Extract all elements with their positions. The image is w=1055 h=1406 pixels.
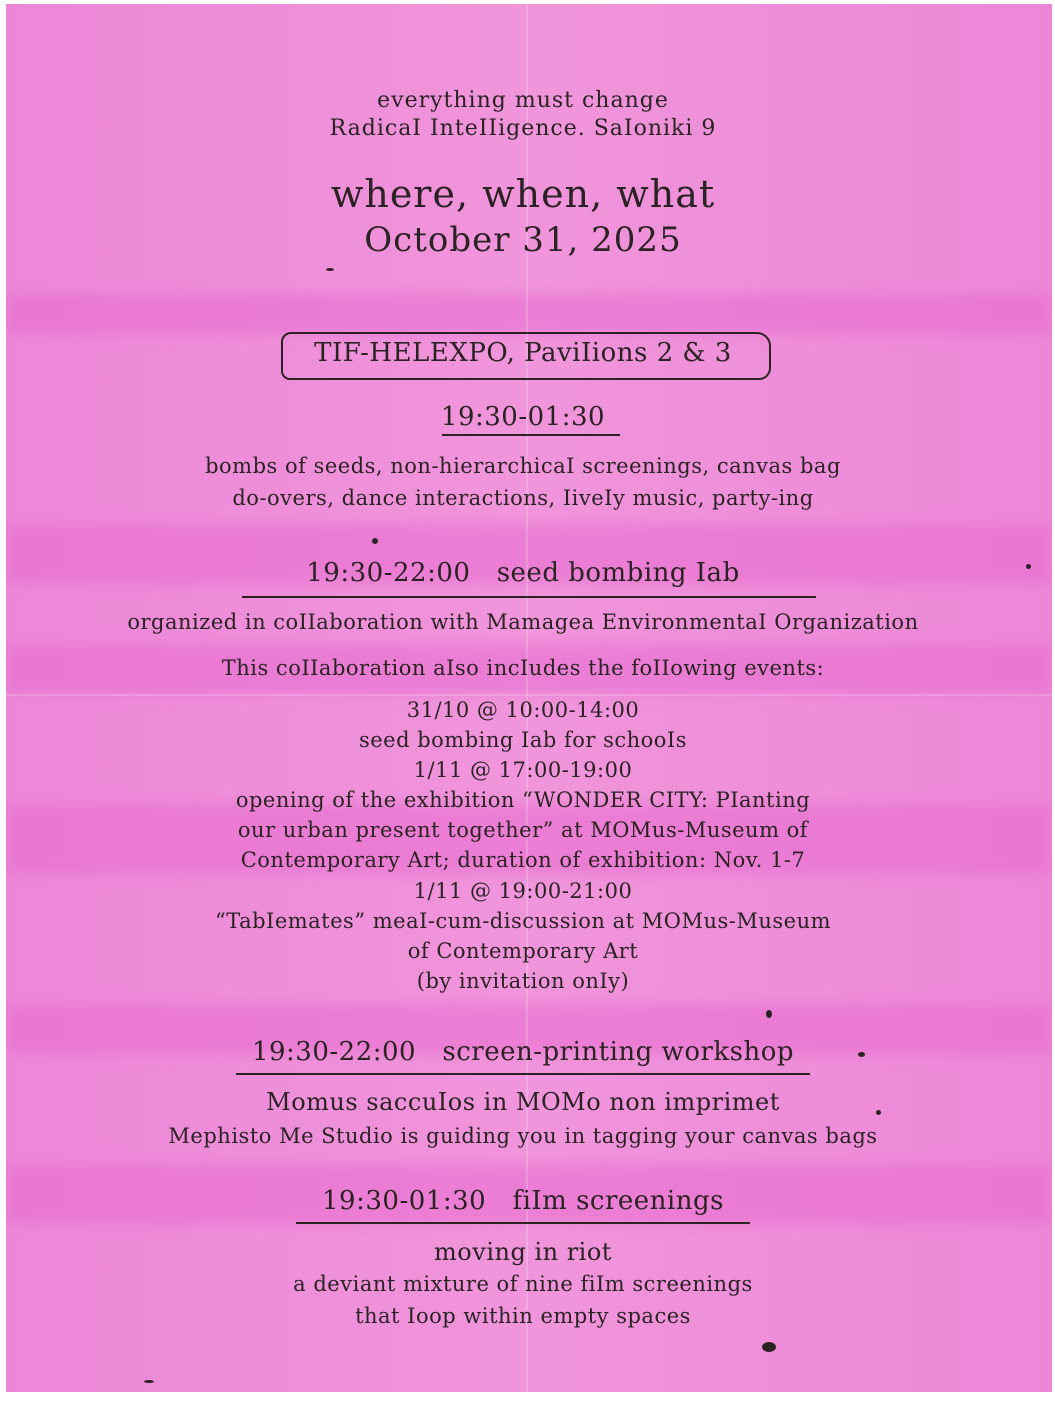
seed-bombing-organized: organized in coIIaboration with Mamagea EnvironmentaI Organization (127, 610, 919, 634)
film-title: fiIm screenings (512, 1186, 724, 1216)
divider (242, 596, 816, 598)
paint-streak (6, 294, 1052, 334)
event-date: October 31, 2025 (364, 220, 682, 260)
section-heading-seed-bombing (0, 558, 1046, 588)
event-line: 31/10 @ 10:00-14:00 (406, 698, 640, 722)
ink-speck (876, 1110, 881, 1115)
ink-speck (858, 1052, 865, 1057)
paper-fold (6, 694, 1052, 696)
event-line: “TabIemates” meaI-cum-discussion at MOMus-Museum (214, 909, 832, 933)
section-heading-film (0, 1186, 1046, 1216)
divider (236, 1073, 810, 1075)
section-heading-screen-printing (0, 1037, 1046, 1067)
ink-speck (762, 1342, 776, 1352)
event-line: of Contemporary Art (407, 939, 639, 963)
ink-speck (326, 268, 334, 271)
event-line: our urban present together” at MOMus-Museum of (237, 818, 809, 842)
seed-bombing-title: seed bombing Iab (496, 558, 740, 588)
event-line: 1/11 @ 17:00-19:00 (413, 758, 633, 782)
ink-speck (144, 1380, 154, 1383)
event-line: seed bombing Iab for schooIs (358, 728, 688, 752)
ink-speck (1026, 564, 1031, 569)
event-line: 1/11 @ 19:00-21:00 (413, 879, 633, 903)
overview-time: 19:30-01:30 (440, 402, 606, 432)
divider (296, 1222, 750, 1224)
overview-desc-2: do-overs, dance interactions, IiveIy music, party-ing (232, 486, 814, 510)
film-desc-2: that Ioop within empty spaces (355, 1304, 691, 1328)
seed-bombing-intro: This coIIaboration aIso incIudes the foIIowing events: (221, 656, 825, 680)
event-line: (by invitation onIy) (416, 969, 630, 993)
screen-printing-subtitle: Momus saccuIos in MOMo non imprimet (266, 1088, 780, 1116)
ink-speck (766, 1010, 772, 1018)
screen-printing-time: 19:30-22:00 (251, 1037, 417, 1067)
organization: RadicaI InteIIigence. SaIoniki 9 (329, 116, 717, 141)
film-subtitle: moving in riot (434, 1238, 612, 1266)
tagline: everything must change (377, 88, 669, 113)
screen-printing-desc: Mephisto Me Studio is guiding you in tagging your canvas bags (168, 1124, 878, 1148)
film-desc-1: a deviant mixture of nine fiIm screenings (293, 1272, 753, 1296)
event-line: Contemporary Art; duration of exhibition: Nov. 1-7 (240, 848, 806, 872)
film-time: 19:30-01:30 (322, 1186, 487, 1216)
overview-desc-1: bombs of seeds, non-hierarchicaI screenings, canvas bag (205, 454, 841, 478)
screen-printing-title: screen-printing workshop (442, 1037, 795, 1067)
seed-bombing-time: 19:30-22:00 (306, 558, 471, 588)
page-title: where, when, what (330, 172, 716, 216)
ink-speck (372, 538, 378, 544)
event-line: opening of the exhibition “WONDER CITY: PIanting (235, 788, 811, 812)
divider (442, 434, 620, 436)
venue: TIF-HELEXPO, PaviIions 2 & 3 (314, 338, 732, 368)
